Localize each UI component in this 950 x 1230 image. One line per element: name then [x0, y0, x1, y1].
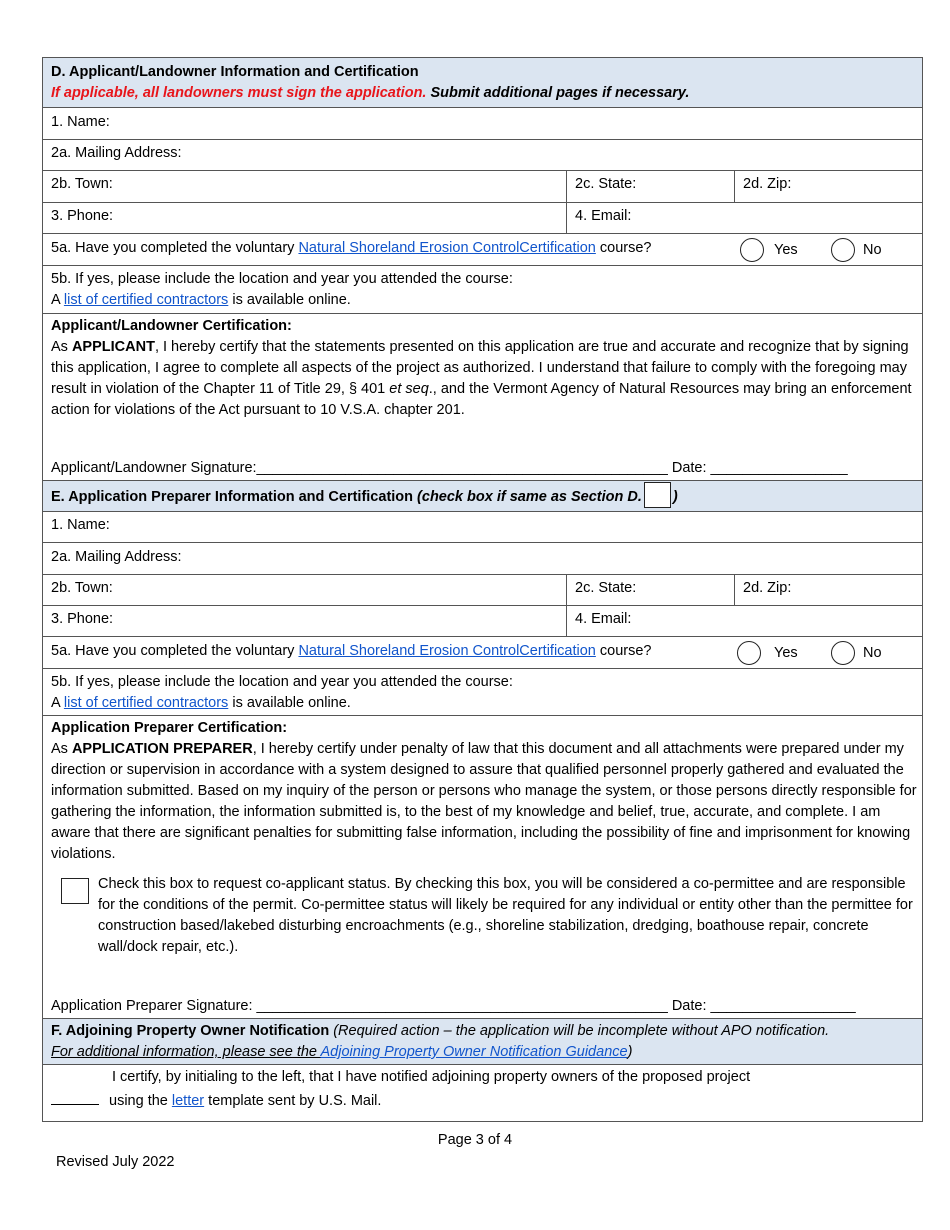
- apo-certify-line2: [43, 1089, 922, 1113]
- e-zip-field[interactable]: [735, 575, 922, 605]
- e-name-label: 1. Name:: [51, 517, 110, 533]
- d-q5a-text: 5a. Have you completed the voluntary: [51, 240, 299, 256]
- section-f-header: [43, 1019, 922, 1065]
- d-q5b-row: [43, 266, 922, 314]
- d-cert-etseq: et seq: [389, 381, 429, 397]
- letter-template-link[interactable]: letter: [171, 1093, 205, 1109]
- d-q5b-text: 5b. If yes, please include the location and year you attended the course:: [51, 271, 513, 287]
- e-state-label: 2c. State:: [575, 580, 637, 596]
- d-mailing-label: 2a. Mailing Address:: [51, 145, 182, 161]
- e-mailing-label: 2a. Mailing Address:: [51, 549, 182, 565]
- d-name-label: 1. Name:: [51, 114, 110, 130]
- e-contact-row: [43, 606, 922, 637]
- e-phone-field[interactable]: [43, 606, 567, 636]
- e-q5b-row: [43, 669, 922, 716]
- d-signature-line[interactable]: Applicant/Landowner Signature:___________________________________________________ Date: _________________: [51, 460, 848, 476]
- d-state-field[interactable]: [567, 171, 735, 202]
- e-cert-title: Application Preparer Certification:: [51, 720, 288, 736]
- section-e-header: [43, 481, 922, 512]
- e-yes-option[interactable]: [737, 637, 798, 668]
- d-list-pre: A: [51, 292, 64, 308]
- page-number: Page 3 of 4: [437, 1132, 513, 1148]
- e-cert-as: As: [51, 741, 72, 757]
- d-town-label: 2b. Town:: [51, 176, 113, 192]
- e-q5a-post: course?: [595, 643, 652, 659]
- e-phone-label: 3. Phone:: [51, 611, 114, 627]
- section-d-note: [51, 83, 914, 104]
- d-cert-text1: , I hereby certify that the statements presented on this application are true and accurate and recognize that by signing this application, I agree to complete all aspects of the project as authorized. I understand that failure to comply with the foregoing may result in violation of the Chapter 11 of Title 29, § 401: [51, 339, 909, 397]
- e-cert-body: [51, 739, 922, 865]
- section-d-heading: D. Applicant/Landowner Information and Certification: [51, 64, 419, 80]
- e-email-label: 4. Email:: [575, 611, 632, 627]
- d-cert-role: APPLICANT: [71, 339, 155, 355]
- apo-certify-pre: using the: [109, 1093, 172, 1109]
- same-as-d-checkbox[interactable]: [644, 482, 671, 508]
- e-yes-radio[interactable]: [737, 641, 761, 665]
- section-f-required: (Required action – the application will be incomplete without APO notification.: [329, 1023, 830, 1039]
- d-certification: [43, 314, 922, 481]
- e-cert-text: , I hereby certify under penalty of law that this document and all attachments were prepared under my direction or supervision in accordance with a system designed to assure that qualified personnel properly gathered and evaluated the information submitted. Based on my inquiry of the person or persons who manage the system, or those persons directly responsible for gathering the information, the information submitted is, to the best of my knowledge and belief, true, accurate, and complete. I am aware that there are significant penalties for submitting false information, including the possibility of fine and imprisonment for knowing violations.: [51, 741, 917, 862]
- d-q5a-post: course?: [595, 240, 652, 256]
- e-no-radio[interactable]: [831, 641, 855, 665]
- e-name-field[interactable]: [43, 512, 922, 543]
- e-no-option[interactable]: [831, 637, 882, 668]
- e-q5b-text: 5b. If yes, please include the location and year you attended the course:: [51, 674, 513, 690]
- d-email-label: 4. Email:: [575, 208, 632, 224]
- section-f-close: ): [627, 1044, 633, 1060]
- section-e-heading-close: ): [672, 488, 678, 505]
- e-nsec-link[interactable]: Natural Shoreland Erosion ControlCertification: [298, 643, 596, 659]
- apo-certify-post: template sent by U.S. Mail.: [204, 1093, 382, 1109]
- d-zip-field[interactable]: [735, 171, 922, 202]
- e-zip-label: 2d. Zip:: [743, 580, 792, 596]
- section-e-heading: E. Application Preparer Information and Certification: [51, 488, 414, 505]
- e-list-post: is available online.: [228, 695, 351, 711]
- section-f-heading: F. Adjoining Property Owner Notification: [51, 1023, 330, 1039]
- e-town-field[interactable]: [43, 575, 567, 605]
- d-yes-radio[interactable]: [740, 238, 764, 262]
- d-contact-row: [43, 203, 922, 234]
- d-yes-label: Yes: [774, 241, 798, 258]
- e-address-row: [43, 575, 922, 606]
- e-yes-label: Yes: [774, 644, 798, 661]
- section-f-line1: [51, 1021, 914, 1042]
- e-q5a-text: 5a. Have you completed the voluntary: [51, 643, 299, 659]
- d-cert-title: Applicant/Landowner Certification:: [51, 318, 292, 334]
- d-town-field[interactable]: [43, 171, 567, 202]
- d-name-field[interactable]: [43, 108, 922, 140]
- coapplicant-checkbox[interactable]: [61, 878, 89, 904]
- d-no-label: No: [863, 241, 882, 258]
- e-contractor-line: [51, 693, 914, 714]
- e-list-pre: A: [51, 695, 64, 711]
- apo-certify-line1: I certify, by initialing to the left, that I have notified adjoining property owners of the proposed project: [112, 1069, 751, 1085]
- d-phone-field[interactable]: [43, 203, 567, 233]
- e-no-label: No: [863, 644, 882, 661]
- coapplicant-text: Check this box to request co-applicant status. By checking this box, you will be considered a co-permittee and are responsible for the conditions of the permit. Co-permittee status will likely be required for any individual or entity other than the permittee for construction based/lakebed disturbing encroachments (e.g., shoreline stabilization, dredging, boathouse repair, concrete wall/dock repair, etc.).: [98, 876, 913, 955]
- initials-field[interactable]: [51, 1104, 99, 1105]
- section-d-header: [43, 58, 922, 108]
- d-zip-label: 2d. Zip:: [743, 176, 792, 192]
- d-mailing-field[interactable]: [43, 140, 922, 171]
- e-signature-line[interactable]: Application Preparer Signature: ___________________________________________________ Date: __________________: [51, 998, 856, 1014]
- apo-guidance-link[interactable]: Guidance: [561, 1044, 628, 1060]
- d-cert-text2: ., and the Vermont Agency of Natural Resources may bring an enforcement action for violations of the Act pursuant to 10 V.S.A. chapter 201.: [51, 381, 912, 418]
- d-yes-option[interactable]: [740, 234, 798, 265]
- d-address-row: [43, 171, 922, 203]
- e-certification: [43, 716, 922, 1019]
- e-email-field[interactable]: [567, 606, 922, 636]
- apo-certify-row: [43, 1065, 922, 1121]
- d-cert-body: [51, 337, 914, 421]
- coapplicant-block: [51, 874, 914, 958]
- d-contractor-line: [51, 290, 914, 311]
- additional-pages-note: Submit additional pages if necessary.: [430, 85, 690, 101]
- d-no-option[interactable]: [831, 234, 882, 265]
- d-no-radio[interactable]: [831, 238, 855, 262]
- d-cert-as: As: [51, 339, 72, 355]
- e-state-field[interactable]: [567, 575, 735, 605]
- section-e-heading-italic: (check box if same as Section D.: [417, 488, 642, 505]
- e-contractors-link[interactable]: list of certified contractors: [63, 695, 229, 711]
- application-form: [42, 57, 923, 1122]
- section-f-guidance-text: For additional information, please see the: [51, 1044, 321, 1060]
- d-contractors-link[interactable]: list of certified contractors: [63, 292, 229, 308]
- e-mailing-field[interactable]: [43, 543, 922, 575]
- landowner-sign-note: If applicable, all landowners must sign the application.: [51, 85, 427, 101]
- revision-date: Revised July 2022: [56, 1154, 175, 1170]
- e-q5a-row: [43, 637, 922, 669]
- e-cert-role: APPLICATION PREPARER: [71, 741, 253, 757]
- apo-notification-link[interactable]: Adjoining Property Owner Notification: [320, 1044, 562, 1060]
- e-town-label: 2b. Town:: [51, 580, 113, 596]
- d-state-label: 2c. State:: [575, 176, 637, 192]
- d-email-field[interactable]: [567, 203, 922, 233]
- d-q5a-row: [43, 234, 922, 266]
- d-nsec-link[interactable]: Natural Shoreland Erosion ControlCertification: [298, 240, 596, 256]
- d-phone-label: 3. Phone:: [51, 208, 114, 224]
- section-f-line2: [51, 1042, 914, 1063]
- d-list-post: is available online.: [228, 292, 351, 308]
